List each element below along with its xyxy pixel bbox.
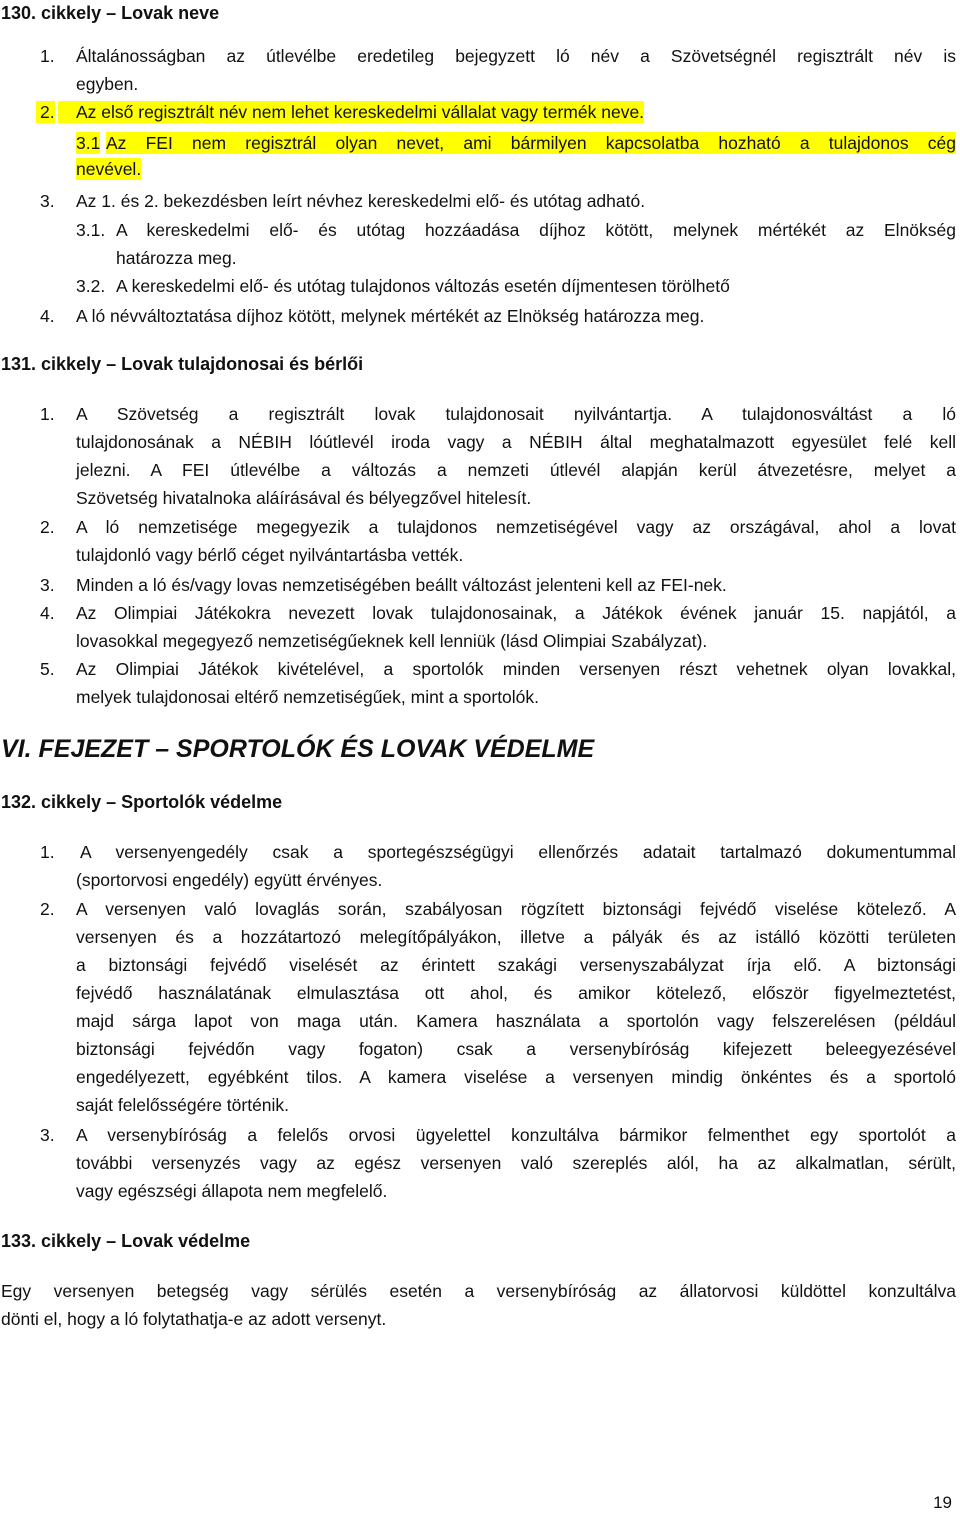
s131-item2-line1: A ló nemzetisége megegyezik a tulajdonos nemzetiségével vagy az országával, ahol a lovat (76, 517, 956, 537)
section-131-title: 131. cikkely – Lovak tulajdonosai és bérlői (1, 354, 364, 374)
s132-item2-line5: majd sárga lapot von maga után. Kamera használata a sportolón vagy felszerelésen (például (76, 1011, 956, 1031)
s131-item5-number: 5. (40, 659, 55, 679)
s130-item3-1-line2: határozza meg. (116, 248, 237, 268)
s132-item2-line4: fejvédő használatának elmulasztása ott ahol, és amikor kötelező, először figyelmeztetést, (76, 983, 956, 1003)
s131-item5-line1: Az Olimpiai Játékok kivételével, a sportolók minden versenyen részt vehetnek olyan lovakkal, (76, 659, 956, 679)
s131-item2-line2: tulajdonló vagy bérlő céget nyilvántartásba vették. (76, 545, 464, 565)
s132-item2-line7: engedélyezett, egyébként tilos. A kamera viselése a versenyen mindig önkéntes és a sportoló (76, 1067, 956, 1087)
s130-item31-number: 3.1 (76, 133, 101, 153)
s130-item3-line1: Az 1. és 2. bekezdésben leírt névhez kereskedelmi elő- és utótag adható. (76, 191, 646, 211)
s131-item1-line4: Szövetség hivatalnoka aláírásával és bélyegzővel hitelesít. (76, 488, 532, 508)
s133-paragraph-line2: dönti el, hogy a ló folytathatja-e az adott versenyt. (1, 1309, 387, 1329)
s131-item1-number: 1. (40, 404, 55, 424)
s132-item2-line8: saját felelősségére történik. (76, 1095, 290, 1115)
s130-item1-line1: Általánosságban az útlevélbe eredetileg bejegyzett ló név a Szövetségnél regisztrált név is (76, 46, 956, 66)
s132-item3-line3: vagy egészségi állapota nem megfelelő. (76, 1181, 388, 1201)
s130-item1-number: 1. (40, 46, 55, 66)
s131-item1-line1: A Szövetség a regisztrált lovak tulajdonosait nyilvántartja. A tulajdonosváltást a ló (76, 404, 956, 424)
s130-item3-2-line1: A kereskedelmi elő- és utótag tulajdonos változás esetén díjmentesen törölhető (116, 276, 730, 296)
s131-item3-number: 3. (40, 575, 55, 595)
s131-item3-line1: Minden a ló és/vagy lovas nemzetiségében beállt változást jelenteni kell az FEI-nek. (76, 575, 727, 595)
s131-item4-line2: lovasokkal megegyező nemzetiségűeknek kell lenniük (lásd Olimpiai Szabályzat). (76, 631, 708, 651)
s130-item31-line1: Az FEI nem regisztrál olyan nevet, ami bármilyen kapcsolatba hozható a tulajdonos cég (106, 133, 956, 153)
section-132-title: 132. cikkely – Sportolók védelme (1, 792, 283, 812)
s132-item1-number: 1. (40, 842, 55, 862)
s131-item2-number: 2. (40, 517, 55, 537)
s132-item3-line1: A versenybíróság a felelős orvosi ügyelettel konzultálva bármikor felmenthet egy sportolót a (76, 1125, 956, 1145)
s130-item4-number: 4. (40, 306, 55, 326)
chapter-title: VI. FEJEZET – SPORTOLÓK ÉS LOVAK VÉDELME (1, 735, 595, 763)
section-130-title: 130. cikkely – Lovak neve (1, 3, 220, 23)
s132-item1-line1: A versenyengedély csak a sportegészségügyi ellenőrzés adatait tartalmazó dokumentummal (80, 842, 956, 862)
s131-item4-number: 4. (40, 603, 55, 623)
s132-item1-line2: (sportorvosi engedély) együtt érvényes. (76, 870, 383, 890)
s130-item3-1-line1: A kereskedelmi elő- és utótag hozzáadása díjhoz kötött, melynek mértékét az Elnökség (116, 220, 956, 240)
s130-item31-line2: nevével. (76, 159, 142, 179)
s132-item2-line1: A versenyen való lovaglás során, szabályosan rögzített biztonsági fejvédő viselése kötelező. A (76, 899, 956, 919)
section-133-title: 133. cikkely – Lovak védelme (1, 1231, 251, 1251)
s131-item5-line2: melyek tulajdonosai eltérő nemzetiségűek, mint a sportolók. (76, 687, 540, 707)
s132-item3-line2: további versenyzés vagy az egész versenyen való szereplés alól, ha az alkalmatlan, sérült, (76, 1153, 956, 1173)
s130-item3-number: 3. (40, 191, 55, 211)
s131-item1-line2: tulajdonosának a NÉBIH lóútlevél iroda vagy a NÉBIH által meghatalmazott egyesület felé kell (76, 432, 956, 452)
s130-item2-line1: Az első regisztrált név nem lehet kereskedelmi vállalat vagy termék neve. (58, 101, 644, 123)
s132-item2-number: 2. (40, 899, 55, 919)
s131-item1-line3: jelezni. A FEI útlevélbe a változás a nemzeti útlevél alapján kerül átvezetésre, melyet a (76, 460, 956, 480)
s133-paragraph-line1: Egy versenyen betegség vagy sérülés esetén a versenybíróság az állatorvosi küldöttel konzultálva (1, 1281, 956, 1301)
s130-item3-2-number: 3.2. (76, 276, 106, 296)
s132-item2-line6: biztonsági fejvédőn vagy fogaton) csak a versenybíróság kifejezett beleegyezésével (76, 1039, 956, 1059)
s132-item2-line3: a biztonsági fejvédő viselését az érintett szakági versenyszabályzat írja elő. A biztonsági (76, 955, 956, 975)
s132-item3-number: 3. (40, 1125, 55, 1145)
s131-item4-line1: Az Olimpiai Játékokra nevezett lovak tulajdonosainak, a Játékok évének január 15. napjától, a (76, 603, 956, 623)
s130-item2-number: 2. (36, 101, 55, 123)
page-number: 19 (933, 1493, 952, 1512)
s130-item1-line2: egyben. (76, 74, 139, 94)
s130-item3-1-number: 3.1. (76, 220, 106, 240)
s132-item2-line2: versenyen és a hozzátartozó melegítőpályákon, illetve a pályák és az istálló közötti területen (76, 927, 956, 947)
s130-item4-line1: A ló névváltoztatása díjhoz kötött, melynek mértékét az Elnökség határozza meg. (76, 306, 705, 326)
